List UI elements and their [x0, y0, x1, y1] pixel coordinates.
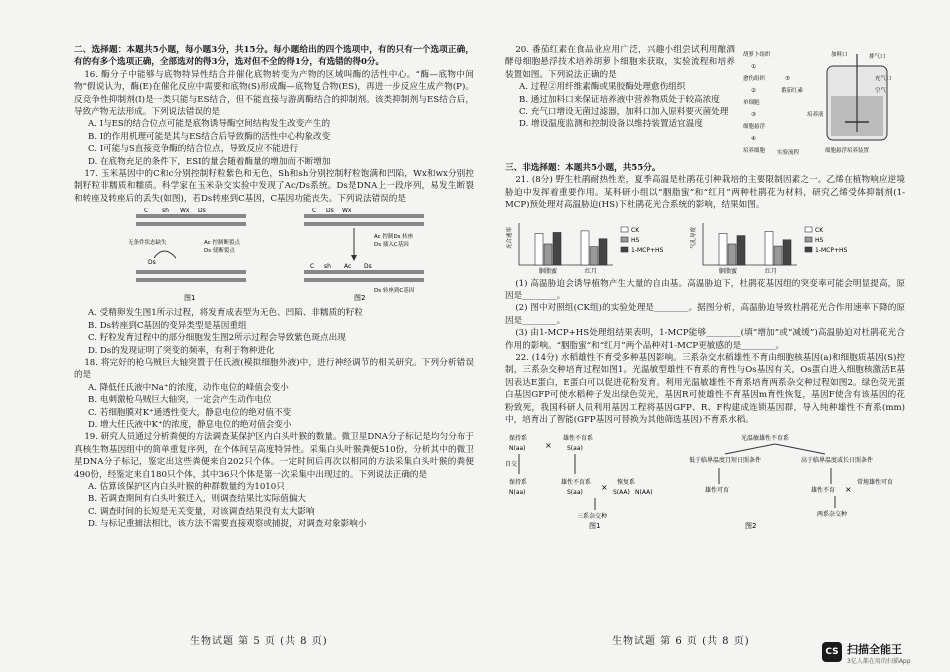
- q22-figure-2: [689, 434, 893, 530]
- fig2-node: 光温敏雄性不育系: [741, 434, 790, 442]
- fig1-node: S(AA): [613, 488, 630, 496]
- chart-bar: [544, 244, 552, 265]
- q21-part2: (2) 图中对照组(CK组)的实验处理是________。据图分析，高温胁迫导致杜鹃花光合作用速率下降的原因是________。: [505, 303, 905, 326]
- q17-option-a: A. 受精卵发生图1所示过程，将发育成表型为无色、凹陷、非糯质的籽粒: [88, 308, 363, 319]
- chart-right-category: 红月: [765, 267, 778, 275]
- fig2-node: 雄性不育: [811, 486, 836, 494]
- fig2-node: 高于临界温度或长日照条件: [801, 456, 874, 464]
- chart-bar: [535, 233, 543, 265]
- page-footer-right: 生物试题 第 6 页 (共 8 页): [612, 636, 750, 647]
- chart-stomatal-conductance: [703, 223, 797, 265]
- q21-part3: (3) 由1-MCP+HS处理组结果表明，1-MCP能够________(填“增加”或“减缓”)高温胁迫对杜鹃花光合作用的影响。“胭脂蜜”和“红月”两个品种对1-MCP更敏感的是________。: [505, 328, 905, 351]
- fig1-label: sh: [162, 208, 169, 215]
- q20-option-d: D. 增设温度监测和控制设备以维持装置适宜温度: [519, 119, 703, 130]
- chart-bar: [728, 244, 736, 265]
- device-label: 空气: [875, 88, 887, 94]
- fig2-label: sh: [324, 263, 331, 271]
- q21-chart-svg: [505, 215, 905, 275]
- q17-stem: 17. 玉米基因中的C和c分别控制籽粒紫色和无色，Sh和sh分别控制籽粒饱满和凹陷，Wx和wx分别控制籽粒非糯质和糯质。科学家在玉米杂交实验中发现了Ac/Ds系统。Ds是DNA上一段序列，易发生断裂和转座及转座后的丢失(如图)，若Ds转座到C基因，C基因功能丧失。下列说法错误的是: [74, 169, 474, 204]
- chart-left-category: 胭脂蜜: [539, 267, 558, 275]
- fig2-label: Ds 转座到C基因: [374, 288, 415, 295]
- figure-1-diagram: [128, 208, 246, 302]
- left-column: [74, 44, 474, 531]
- camscanner-name: 扫描全能王: [847, 643, 902, 656]
- chart-right-category: 胭脂蜜: [719, 267, 738, 275]
- q22-figures: [505, 430, 905, 530]
- legend-item: 1-MCP+HS: [631, 246, 664, 254]
- fig2-label: C: [312, 208, 317, 215]
- q19-stem: 19. 研究人员通过分析粪便的方法调查某保护区内白头叶猴的数量。微卫星DNA分子标记是均匀分布于真核生物基因组中的简单重复序列，在个体间呈高度特异性。采集白头叶猴粪便510份，分析其中的微卫星DNA分子标记，鉴定出这些粪便来自202只个体。一定时间后再次以相同的方法采集白头叶猴的粪便490份，经鉴定来自180只个体，其中36只个体是第一次采集中出现过的。下列说法正确的是: [74, 432, 474, 480]
- fig1-caption: 图1: [184, 294, 196, 303]
- fig1-node: N(AA): [635, 488, 653, 496]
- fig1-node: 雄性不育系: [563, 434, 594, 442]
- flow-caption: 实验流程: [777, 150, 800, 156]
- section-2-heading: 二、选择题：本题共5小题，每小题3分，共15分。每小题给出的四个选项中，有的只有一个选项正确，有的有多个选项正确，全部选对的得3分，选对但不全的得1分，有选错的得0分。: [74, 45, 474, 68]
- q19-option-d: D. 与标记重捕法相比，该方法不需要直接观察或捕捉，对调查对象影响小: [88, 519, 367, 530]
- section-3-heading: 三、非选择题：本题共5小题，共55分。: [505, 163, 661, 173]
- fig1-label: Ds 使断裂点: [204, 248, 235, 255]
- q22-figure-svg: [505, 430, 905, 530]
- flow-label: 胡萝卜组织: [743, 52, 771, 58]
- svg-text:×: ×: [545, 440, 552, 450]
- q21-stem: 21. (8分) 野生杜鹃耐热性差，夏季高温是杜鹃花引种栽培的主要限制因素之一。乙烯在植物响应逆境胁迫中发挥着重要作用。某科研小组以“胭脂蜜”和“红月”两种杜鹃花为材料，研究乙烯受体抑制剂(1-MCP)预处理对高温胁迫(HS)下杜鹃花光合系统的影响，结果如图。: [505, 175, 905, 211]
- fig1-label: Wx: [180, 208, 190, 215]
- fig1-label: Ac 控制断裂点: [204, 240, 240, 247]
- fig1-node: 恢复系: [617, 478, 636, 486]
- fig2-label: Ds: [364, 263, 372, 271]
- q16-option-c: C. I可能与S直接竞争酶的结合位点，导致反应不能进行: [88, 144, 299, 155]
- chart-bar: [590, 246, 598, 264]
- chart-bar: [765, 231, 773, 265]
- chart-right-legend: [805, 227, 848, 254]
- chart-bar: [783, 239, 791, 264]
- flow-label: 细胞悬浮: [743, 124, 766, 130]
- q21-part1: (1) 高温胁迫会诱导植物产生大量的自由基。高温胁迫下，杜鹃花基因组的突变率可能会明显提高，原因是________。: [505, 278, 905, 302]
- legend-item: HS: [815, 236, 824, 244]
- fig1-caption: 图1: [589, 521, 601, 530]
- fig2-label: Ds: [326, 208, 334, 215]
- flow-label: ④: [751, 136, 756, 142]
- flow-label: 培养细胞: [743, 148, 766, 154]
- q20-option-a: A. 过程②用纤维素酶或果胶酶处理愈伤组织: [519, 82, 686, 93]
- legend-item: CK: [631, 226, 640, 234]
- figure-2-diagram: [304, 208, 424, 302]
- device-label: 加料口: [831, 52, 848, 58]
- q17-option-d: D. Ds的发现证明了突变的频率，有利于物种进化: [88, 345, 275, 356]
- fig2-node: 常规雄性可育: [857, 478, 894, 486]
- chart-left-category: 红月: [585, 267, 598, 275]
- q20-option-c: C. 充气口增设无菌过滤器，加料口加入原料要灭菌处理: [519, 107, 729, 118]
- fig1-label: Ds: [198, 208, 206, 215]
- q19-option-c: C. 调查时间的长短是无关变量，对该调查结果没有太大影响: [88, 506, 315, 517]
- fig1-node: 三系杂交种: [577, 512, 608, 520]
- page-footer-left: 生物试题 第 5 页 (共 8 页): [190, 636, 328, 647]
- chart-right-ylabel: 气孔导度: [691, 226, 697, 249]
- fig2-node: 两系杂交种: [817, 510, 848, 518]
- svg-text:×: ×: [845, 484, 852, 494]
- fig1-label: Ds: [148, 259, 156, 267]
- fig2-label: Ds 插入C基因: [374, 242, 409, 249]
- q17-figures: [74, 208, 474, 304]
- q16-option-d: D. 在底物充足的条件下，ESI的量会随着酶量的增加而不断增加: [88, 156, 331, 167]
- fig2-label: Ac: [344, 263, 352, 271]
- q16-option-b: B. I的作用机理可能是其与ES结合后导致酶的活性中心构象改变: [88, 131, 331, 142]
- q16-stem: 16. 酶分子中能够与底物特异性结合并催化底物转变为产物的区域叫酶的活性中心。“酶—底物中间物”假说认为，酶(E)在催化反应中需要和底物(S)形成酶—底物复合物(ES)，再进一步反应生成产物(P)。反竞争性抑制剂(I)是一类只能与ES结合，但不能直接与游离酶结合的抑制剂。该类抑制剂与ES结合后，导致产物无法形成。下列说法错误的是: [74, 69, 474, 118]
- q20-stem: 20. 番茄红素在食品业应用广泛，兴趣小组尝试利用酿酒酵母细胞悬浮技术培养胡萝卜细胞来获取，实验流程和培养装置如图。下列说法正确的是: [505, 45, 735, 80]
- flow-label: ⑤: [785, 76, 790, 82]
- q18-option-b: B. 电刺激枪乌贼巨大轴突，一定会产生动作电位: [88, 395, 272, 406]
- device-label: 培养液: [807, 112, 824, 118]
- flow-label: 愈伤组织: [743, 76, 766, 82]
- fig2-label: Wx: [342, 208, 352, 215]
- fig1-label: C: [144, 208, 149, 215]
- fig2-label: C: [310, 263, 315, 271]
- q17-option-b: B. Ds转座到C基因的变异类型是基因重组: [88, 320, 247, 331]
- q17-figure-svg: [74, 208, 474, 304]
- fig2-node: 雄性可育: [705, 486, 730, 494]
- chart-left-legend: [621, 227, 664, 254]
- flow-label: ③: [751, 112, 756, 118]
- camscanner-tagline: 3亿人都在用的扫描App: [847, 658, 911, 665]
- fig1-node: N(aa): [509, 488, 526, 496]
- right-column: [505, 44, 905, 533]
- fig1-node: 雄性不育系: [561, 478, 592, 486]
- chart-bar: [737, 235, 745, 264]
- q19-option-b: B. 若调查期间有白头叶猴迁入，则调查结果比实际值偏大: [88, 494, 307, 505]
- q18-option-c: C. 若细胞膜对K⁺通透性变大，静息电位的绝对值不变: [88, 407, 292, 418]
- q18-option-a: A. 降低任氏液中Na⁺的浓度，动作电位的峰值会变小: [88, 382, 289, 393]
- fig1-node: 自交: [505, 460, 518, 468]
- device-caption: 细胞悬浮培养装置: [825, 148, 870, 154]
- q20-flow-diagram: [743, 50, 804, 156]
- legend-item: 1-MCP+HS: [815, 246, 848, 254]
- device-label: 充气口: [875, 76, 892, 82]
- chart-bar: [719, 233, 727, 265]
- svg-text:×: ×: [601, 482, 608, 492]
- q20-figure: [741, 46, 906, 158]
- fig1-node: S(aa): [567, 488, 583, 496]
- camscanner-watermark: [822, 640, 940, 668]
- fig2-label: Ac 控制Ds 转座: [374, 234, 414, 241]
- fig1-node: S(aa): [567, 444, 583, 452]
- chart-bar: [599, 238, 607, 264]
- q20-block: [505, 44, 905, 162]
- chart-photosynthesis-rate: [519, 223, 613, 265]
- legend-item: CK: [815, 226, 824, 234]
- fig1-node: 保持系: [509, 478, 528, 486]
- q20-option-b: B. 通过加料口来保证培养液中营养物质处于较高浓度: [519, 94, 720, 105]
- flow-label: ①: [751, 64, 756, 70]
- device-label: 排气口: [869, 54, 886, 60]
- chart-bar: [553, 232, 561, 265]
- fig1-label: 无条件状态缺失: [128, 240, 167, 247]
- q20-culture-device: [807, 50, 892, 154]
- flow-label: 番茄红素: [781, 88, 804, 94]
- q21-charts: [505, 215, 905, 275]
- chart-left-ylabel: 光合速率: [507, 226, 513, 249]
- flow-label: ②: [751, 88, 756, 94]
- camscanner-logo-icon: CS: [822, 642, 842, 662]
- q16-option-a: A. I与ES的结合位点可能是底物诱导酶空间结构发生改变产生的: [88, 119, 331, 130]
- chart-bar: [774, 246, 782, 265]
- q22-stem: 22. (14分) 水稻雄性不育受多种基因影响。三系杂交水稻雄性不育由细胞核基因(a)和细胞质基因(S)控制，三系杂交种培育过程如图1。光温敏型雄性不育系的育性与Os基因有关，Os蛋白进入细胞核激活E基因表达E蛋白，E蛋白可以促进花粉发育。利用光温敏雄性不育系培育两系杂交种过程如图2。绿色荧光蛋白基因GFP可使水稻种子发出绿色荧光，基因R可使雄性不育基因m育性恢复，基因F使含有该基因的花粉致死，我国科研人员利用基因工程将基因GFP、R、F构建成连锁基因群，导入纯种雄性不育系(mm)中，培育出了智能(GFP基因可替换为其他筛选基因)不育系水稻。: [505, 353, 905, 426]
- fig2-caption: 图2: [745, 521, 757, 530]
- fig2-caption: 图2: [354, 294, 366, 303]
- q22-figure-1: [505, 434, 653, 530]
- fig1-node: 保持系: [509, 434, 528, 442]
- fig2-node: 低于临界温度且短日照条件: [689, 456, 762, 464]
- q17-option-c: C. 籽粒发育过程中的部分细胞发生图2所示过程会导致紫色斑点出现: [88, 333, 346, 344]
- fig1-node: N(aa): [509, 444, 526, 452]
- q18-stem: 18. 将完好的枪乌贼巨大轴突置于任氏液(模拟细胞外液)中，进行神经调节的相关研究。下列分析错误的是: [74, 357, 474, 381]
- legend-item: HS: [631, 236, 640, 244]
- chart-bar: [581, 231, 589, 265]
- q19-option-a: A. 估算该保护区内白头叶猴的种群数量约为1010只: [88, 481, 285, 492]
- flow-label: 单细胞: [743, 100, 760, 106]
- q18-option-d: D. 增大任氏液中K⁺的浓度，静息电位的绝对值会变小: [88, 419, 292, 430]
